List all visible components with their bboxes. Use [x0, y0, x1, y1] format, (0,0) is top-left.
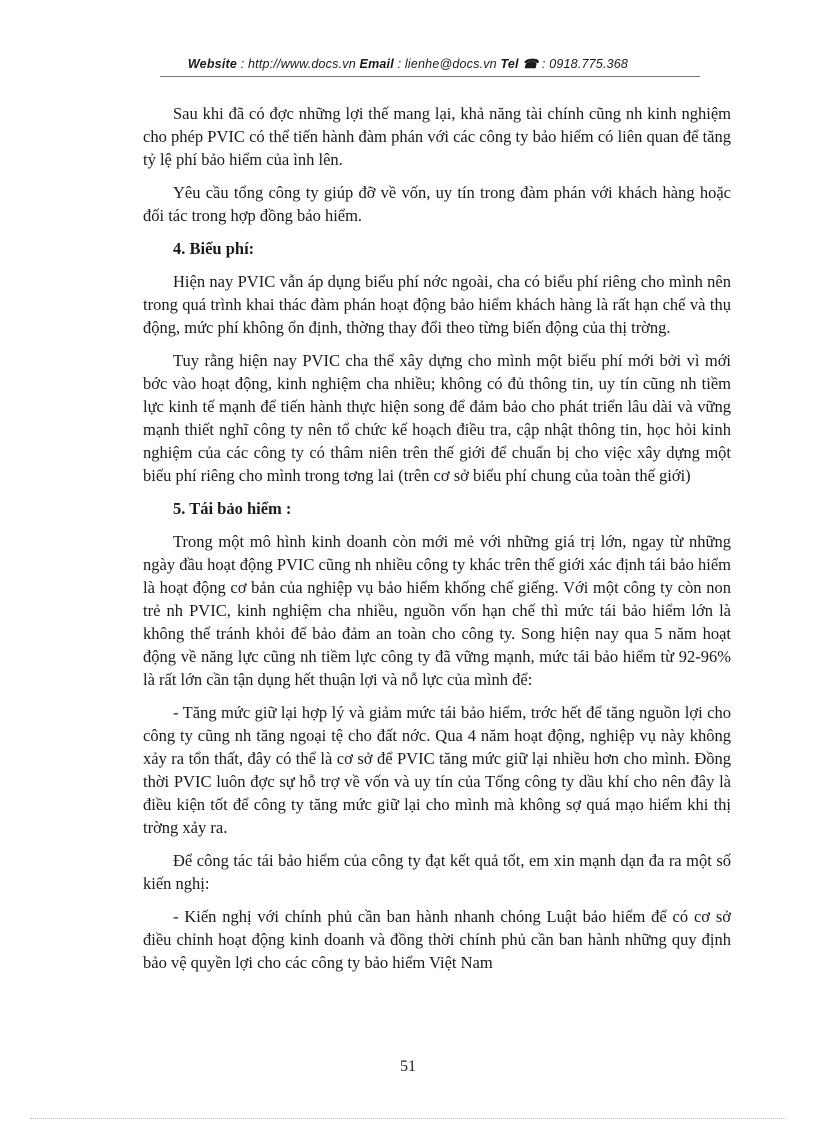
- tel-label: Tel: [500, 57, 519, 71]
- bullet-paragraph: - Tăng mức giữ lại hợp lý và giảm mức tái bảo hiểm, trớc hết để tăng nguồn lợi cho công ty cũng nh tăng ngoại tệ cho đất nớc. Qua 4 năm hoạt động, nghiệp vụ này không xảy ra tổn thất, đây có thể là cơ sở để PVIC tăng mức giữ lại nhiều hơn cho mình. Đồng thời PVIC luôn đợc sự hỗ trợ về vốn và uy tín của Tổng công ty dầu khí cho nên đây là điều kiện tốt để công ty tăng mức giữ lại cho mình mà không sợ quá mạo hiểm khi thị trờng xảy ra.: [143, 703, 731, 837]
- paragraph: Yêu cầu tổng công ty giúp đỡ về vốn, uy tín trong đàm phán với khách hàng hoặc đối tác trong hợp đồng bảo hiểm.: [143, 183, 731, 225]
- document-body: [143, 102, 731, 984]
- phone-icon: ☎: [522, 57, 539, 71]
- paragraph: Để công tác tái bảo hiểm của công ty đạt kết quả tốt, em xin mạnh dạn đa ra một số kiến nghị:: [143, 851, 731, 893]
- website-value: : http://www.docs.vn: [237, 57, 360, 71]
- website-label: Website: [187, 57, 238, 71]
- email-value: : lienhe@docs.vn: [393, 57, 501, 71]
- section-heading-tai-bao-hiem: 5. Tái bảo hiểm :: [173, 499, 292, 518]
- header-divider: [160, 76, 700, 77]
- page-number: 51: [400, 1058, 416, 1075]
- paragraph: Sau khi đã có đợc những lợi thế mang lại, khả năng tài chính cũng nh kinh nghiệm cho phép PVIC có thể tiến hành đàm phán với các công ty bảo hiểm có liên quan để tăng tỷ lệ phí bảo hiểm của ình lên.: [143, 104, 731, 169]
- paragraph: Trong một mô hình kinh doanh còn mới mẻ với những giá trị lớn, ngay từ những ngày đầu hoạt động PVIC cũng nh nhiều công ty khác trên thế giới xác định tái bảo hiểm là hoạt động cơ bản của nghiệp vụ bảo hiểm khống chế giếng. Với một công ty còn non trẻ nh PVIC, kinh nghiệm cha nhiều, nguồn vốn hạn chế thì mức tái bảo hiểm lớn là không thể tránh khỏi để bảo đảm an toàn cho công ty. Song hiện nay qua 5 năm hoạt động về năng lực cũng nh tiềm lực công ty đã vững mạnh, mức tái bảo hiểm từ 92-96% là rất lớn cần tận dụng hết thuận lợi và nỗ lực của mình để:: [143, 532, 731, 689]
- paragraph: Tuy rằng hiện nay PVIC cha thể xây dựng cho mình một biểu phí mới bởi vì mới bớc vào hoạt động, kinh nghiệm cha nhiều; không có đủ thông tin, uy tín cũng nh tiềm lực kinh tế mạnh để tiến hành thực hiện song để đảm bảo cho phát triển lâu dài và vững mạnh thiết nghĩ công ty nên tổ chức kế hoạch điều tra, cập nhật thông tin, học hỏi kinh nghiệm của các công ty có thâm niên trên thế giới để chuẩn bị cho việc xây dựng một biểu phí riêng cho mình trong tơng lai (trên cơ sở biểu phí chung của toàn thế giới): [143, 351, 731, 485]
- page-header: [0, 56, 816, 71]
- bullet-paragraph: - Kiến nghị với chính phủ cần ban hành nhanh chóng Luật bảo hiểm để có cơ sở điều chỉnh hoạt động kinh doanh và đồng thời chính phủ cần ban hành những quy định bảo vệ quyền lợi cho các công ty bảo hiểm Việt Nam: [143, 907, 731, 972]
- email-label: Email: [359, 57, 394, 71]
- page-bottom-divider: [30, 1118, 786, 1119]
- section-heading-bieu-phi: 4. Biểu phí:: [173, 239, 255, 258]
- paragraph: Hiện nay PVIC vẫn áp dụng biểu phí nớc ngoài, cha có biểu phí riêng cho mình nên trong quá trình khai thác đàm phán hoạt động bảo hiểm khách hàng là rất hạn chế và thụ động, mức phí không ổn định, thờng thay đổi theo từng biến động của thị trờng.: [143, 272, 731, 337]
- tel-value: : 0918.775.368: [538, 57, 629, 71]
